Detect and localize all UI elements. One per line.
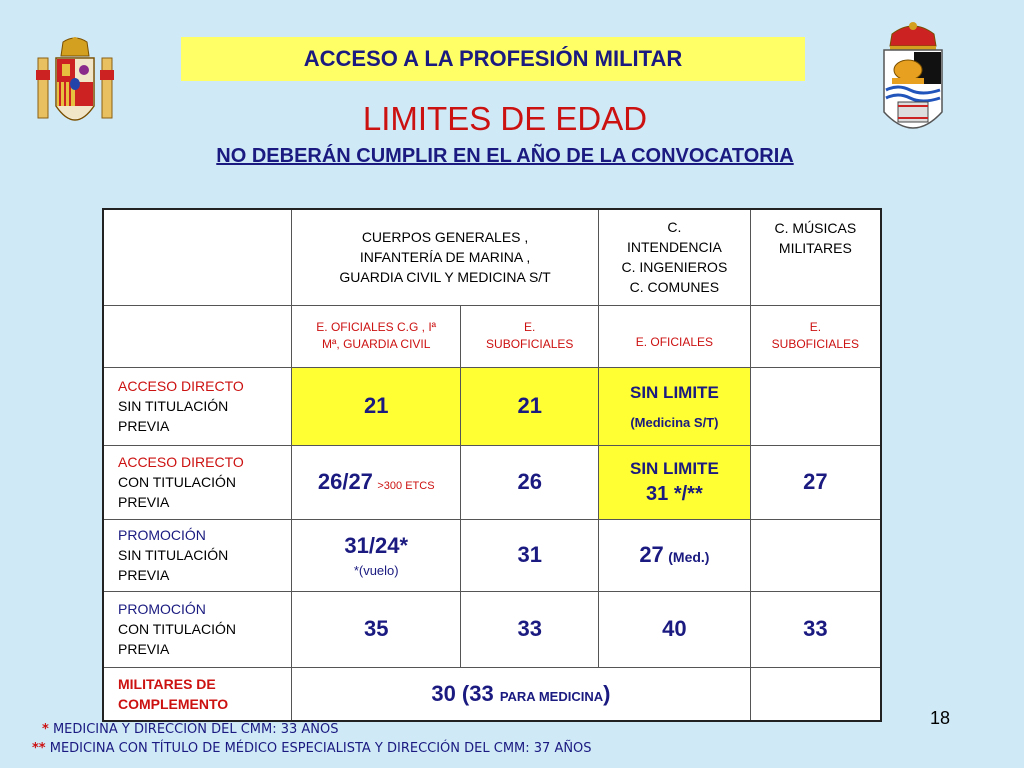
cell-sin-limite: SIN LIMITE 31 */** <box>599 445 751 519</box>
header-intendencia: C. INTENDENCIA C. INGENIEROS C. COMUNES <box>599 209 751 305</box>
cell-sin-limite: SIN LIMITE (Medicina S/T) <box>599 367 751 445</box>
table-header-row <box>103 209 881 305</box>
subtitle: NO DEBERÁN CUMPLIR EN EL AÑO DE LA CONVOCATORIA <box>216 145 794 167</box>
cell-value: 21 <box>461 367 599 445</box>
cell-value: 35 <box>292 591 461 667</box>
header-musicas: C. MÚSICAS MILITARES <box>750 209 881 305</box>
header-cuerpos-generales: CUERPOS GENERALES , INFANTERÍA DE MARINA , GUARDIA CIVIL Y MEDICINA S/T <box>292 209 599 305</box>
cell-value: 27 (Med.) <box>599 519 751 591</box>
row-label-directo-sin: ACCESO DIRECTO SIN TITULACIÓN PREVIA <box>103 367 292 445</box>
page-number: 18 <box>930 708 951 728</box>
subheader-oficiales-cg: E. OFICIALES C.G , Iª Mª, GUARDIA CIVIL <box>292 305 461 367</box>
row-label-promo-sin: PROMOCIÓN SIN TITULACIÓN PREVIA <box>103 519 292 591</box>
table-row <box>103 367 881 445</box>
age-limits-table <box>102 208 882 722</box>
footnote-one: * MEDICINA Y DIRECCIÓN DEL CMM: 33 AÑOS <box>42 722 339 737</box>
header-title: ACCESO A LA PROFESIÓN MILITAR <box>303 46 683 71</box>
cell-value: 33 <box>750 591 881 667</box>
cell-value: 33 <box>461 591 599 667</box>
cell-complemento-value: 30 (33 PARA MEDICINA) <box>292 667 751 721</box>
empty-subheader-cell <box>103 305 292 367</box>
cell-value <box>750 519 881 591</box>
footnote-two: ** MEDICINA CON TÍTULO DE MÉDICO ESPECIALISTA Y DIRECCIÓN DEL CMM: 37 AÑOS <box>32 741 592 756</box>
cell-value <box>750 667 881 721</box>
cell-value: 31/24* *(vuelo) <box>292 519 461 591</box>
row-label-promo-con: PROMOCIÓN CON TITULACIÓN PREVIA <box>103 591 292 667</box>
table-row <box>103 519 881 591</box>
cell-value: 31 <box>461 519 599 591</box>
empty-corner-cell <box>103 209 292 305</box>
cell-value: 26/27 >300 ETCS <box>292 445 461 519</box>
table-row <box>103 667 881 721</box>
subheader-oficiales-int: E. OFICIALES <box>599 305 751 367</box>
cell-value: 27 <box>750 445 881 519</box>
cell-value <box>750 367 881 445</box>
subheader-suboficiales-cg: E. SUBOFICIALES <box>461 305 599 367</box>
row-label-complemento: MILITARES DE COMPLEMENTO <box>103 667 292 721</box>
row-label-directo-con: ACCESO DIRECTO CON TITULACIÓN PREVIA <box>103 445 292 519</box>
header-banner <box>181 37 805 81</box>
cell-value: 40 <box>599 591 751 667</box>
table-subheader-row <box>103 305 881 367</box>
table-row <box>103 591 881 667</box>
cell-value: 26 <box>461 445 599 519</box>
table-row <box>103 445 881 519</box>
main-title: LIMITES DE EDAD <box>362 100 648 137</box>
cell-value: 21 <box>292 367 461 445</box>
subheader-suboficiales-mus: E. SUBOFICIALES <box>750 305 881 367</box>
